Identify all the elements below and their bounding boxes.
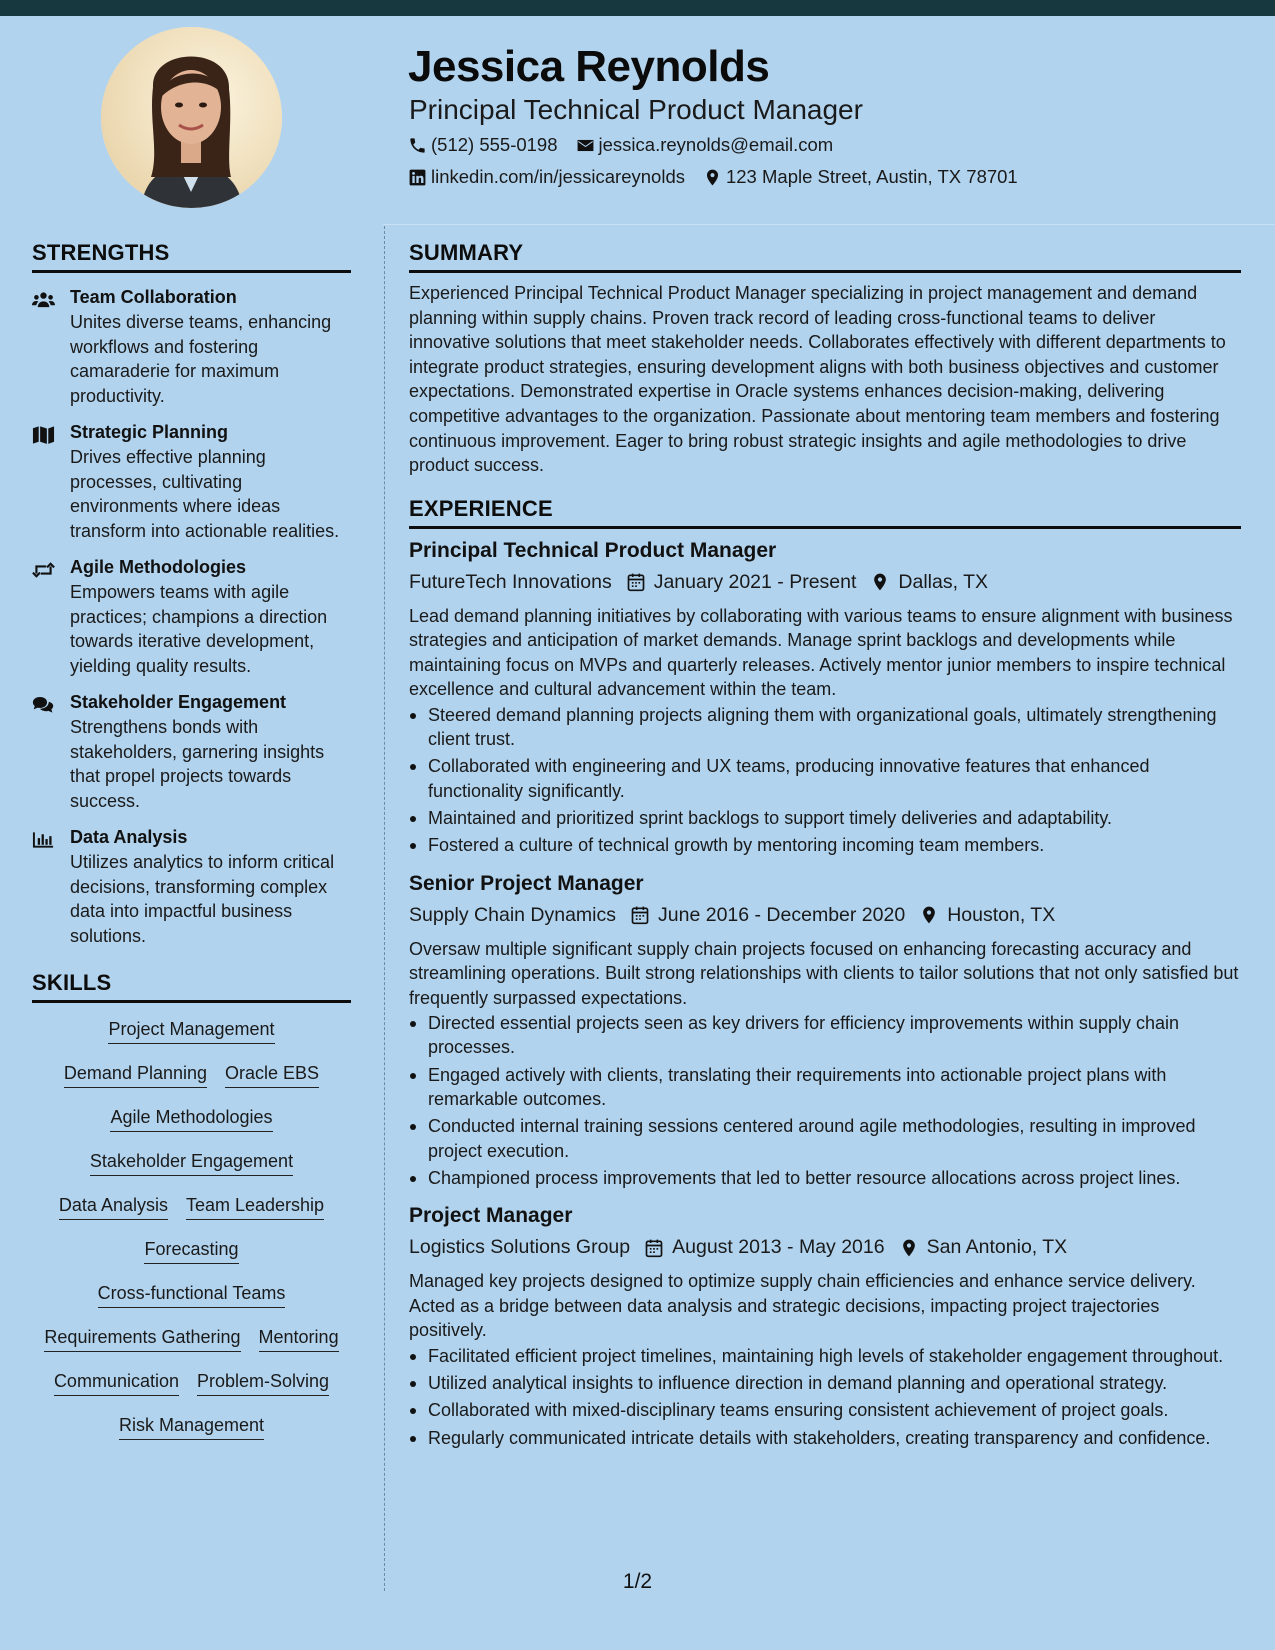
calendar-icon <box>630 905 650 925</box>
header-rule <box>383 224 1275 225</box>
job-bullets <box>409 1344 1241 1450</box>
contact-row-1 <box>408 134 851 156</box>
list-item: Championed process improvements that led to better resource allocations across project lines. <box>409 1166 1241 1190</box>
strength-title: Data Analysis <box>70 827 188 847</box>
strength-desc: Utilizes analytics to inform critical decisions, transforming complex data into impactful business solutions. <box>70 852 335 946</box>
job-entry <box>409 1204 1241 1450</box>
summary-heading: SUMMARY <box>409 240 1241 273</box>
strength-item <box>32 422 351 543</box>
strength-desc: Empowers teams with agile practices; champions a direction towards iterative development, yielding quality results. <box>70 582 328 676</box>
strength-title: Strategic Planning <box>70 422 229 442</box>
skill-tag: Oracle EBS <box>225 1063 319 1088</box>
job-title: Project Manager <box>409 1204 573 1228</box>
skill-tag: Forecasting <box>144 1239 238 1264</box>
skill-tag: Project Management <box>108 1019 274 1044</box>
job-meta <box>409 904 1241 927</box>
skill-tag: Data Analysis <box>59 1195 168 1220</box>
skill-tag: Problem-Solving <box>197 1371 329 1396</box>
map-pin-icon <box>919 905 939 925</box>
job-dates: June 2016 - December 2020 <box>658 903 906 926</box>
job-description: Lead demand planning initiatives by collaborating with various teams to ensure alignment with business strategies and anticipation of market demands. Manage sprint backlogs and developments while maintaining focus on MVPs and quarterly releases. Actively mentor junior members to inspire technical excellence and cultural advancement within the team. <box>409 605 1233 700</box>
right-column <box>409 240 1241 1453</box>
list-item: Steered demand planning projects aligning them with organizational goals, ultimately strengthening client trust. <box>409 703 1241 752</box>
skills-heading: SKILLS <box>32 970 351 1003</box>
comments-icon <box>32 695 55 715</box>
phone-text: (512) 555-0198 <box>431 134 558 155</box>
list-item: Directed essential projects seen as key drivers for efficiency improvements within supply chain processes. <box>409 1011 1241 1060</box>
linkedin-contact[interactable] <box>408 166 685 188</box>
list-item: Conducted internal training sessions centered around agile methodologies, resulting in improved project execution. <box>409 1114 1241 1163</box>
job-bullets <box>409 1011 1241 1190</box>
calendar-icon <box>644 1238 664 1258</box>
phone-contact[interactable] <box>408 134 558 156</box>
strength-item <box>32 287 351 408</box>
list-item: Collaborated with mixed-disciplinary teams ensuring consistent achievement of project goals. <box>409 1398 1241 1422</box>
list-item: Facilitated efficient project timelines, maintaining high levels of stakeholder engagement throughout. <box>409 1344 1241 1368</box>
bar-chart-icon <box>32 830 55 850</box>
job-entry <box>409 539 1241 858</box>
skill-tag: Stakeholder Engagement <box>90 1151 293 1176</box>
list-item: Engaged actively with clients, translating their requirements into actionable project plans with remarkable outcomes. <box>409 1063 1241 1112</box>
top-bar <box>0 0 1275 16</box>
column-divider <box>384 226 385 1591</box>
job-dates: August 2013 - May 2016 <box>672 1236 885 1259</box>
strength-desc: Strengthens bonds with stakeholders, garnering insights that propel projects towards success. <box>70 717 325 811</box>
strengths-heading: STRENGTHS <box>32 240 351 273</box>
list-item: Regularly communicated intricate details with stakeholders, creating transparency and confidence. <box>409 1426 1241 1450</box>
map-pin-icon <box>870 572 890 592</box>
calendar-icon <box>626 572 646 592</box>
company-name: Supply Chain Dynamics <box>409 903 617 926</box>
summary-text: Experienced Principal Technical Product Manager specializing in project management and demand planning within supply chains. Proven track record of leading cross-functional teams to deliver innovative solutions that meet stakeholder needs. Collaborates effectively with different departments to integrate product strategies, ensuring development aligns with both business objectives and customer expectations. Demonstrated expertise in Oracle systems enhances decision-making, delivering competitive advantages to the organization. Passionate about mentoring team members and fostering continuous improvement. Eager to bring robust strategic insights and agile methodologies to drive product success. <box>409 283 1226 476</box>
email-text: jessica.reynolds@email.com <box>598 134 834 155</box>
contact-row-2 <box>408 166 1036 188</box>
skill-tag: Risk Management <box>119 1415 264 1440</box>
job-meta <box>409 1236 1241 1259</box>
list-item: Fostered a culture of technical growth by mentoring incoming team members. <box>409 833 1241 857</box>
skill-tag: Agile Methodologies <box>110 1107 272 1132</box>
address-contact <box>703 166 1018 188</box>
strength-item <box>32 692 351 813</box>
job-location: Houston, TX <box>947 903 1056 926</box>
address-text: 123 Maple Street, Austin, TX 78701 <box>725 166 1018 187</box>
strength-item <box>32 557 351 678</box>
skills-list <box>32 1019 351 1440</box>
map-pin-icon <box>703 168 722 187</box>
phone-icon <box>408 136 427 155</box>
job-title: Principal Technical Product Manager <box>409 538 777 562</box>
experience-heading: EXPERIENCE <box>409 496 1241 529</box>
list-item: Utilized analytical insights to influence direction in demand planning and operational strategy. <box>409 1371 1241 1395</box>
strength-title: Team Collaboration <box>70 287 237 307</box>
strength-title: Stakeholder Engagement <box>70 692 287 712</box>
strength-desc: Unites diverse teams, enhancing workflows and fostering camaraderie for maximum productivity. <box>70 312 332 406</box>
map-icon <box>32 425 55 445</box>
skill-tag: Mentoring <box>259 1327 339 1352</box>
skill-tag: Cross-functional Teams <box>98 1283 286 1308</box>
users-icon <box>32 290 55 310</box>
skill-tag: Team Leadership <box>186 1195 324 1220</box>
company-name: Logistics Solutions Group <box>409 1236 631 1259</box>
candidate-name: Jessica Reynolds <box>408 42 770 91</box>
envelope-icon <box>576 136 595 155</box>
left-column <box>32 240 351 1459</box>
candidate-title: Principal Technical Product Manager <box>409 94 863 125</box>
list-item: Collaborated with engineering and UX teams, producing innovative features that enhanced functionality significantly. <box>409 754 1241 803</box>
job-entry <box>409 872 1241 1191</box>
skill-tag: Demand Planning <box>64 1063 207 1088</box>
company-name: FutureTech Innovations <box>409 570 612 593</box>
strength-title: Agile Methodologies <box>70 557 247 577</box>
job-dates: January 2021 - Present <box>653 570 857 593</box>
email-contact[interactable] <box>576 134 834 156</box>
job-description: Oversaw multiple significant supply chain projects focused on enhancing forecasting accuracy and streamlining operations. Built strong relationships with clients to tailor solutions that not only satisfied but frequently surpassed expectations. <box>409 938 1239 1008</box>
job-location: Dallas, TX <box>898 570 988 593</box>
retweet-icon <box>32 560 55 580</box>
job-location: San Antonio, TX <box>926 1236 1068 1259</box>
job-bullets <box>409 703 1241 858</box>
linkedin-icon <box>408 168 427 187</box>
strength-desc: Drives effective planning processes, cultivating environments where ideas transform into actionable realities. <box>70 447 340 541</box>
page-number: 1/2 <box>622 1570 653 1593</box>
job-description: Managed key projects designed to optimize supply chain efficiencies and enhance service delivery. Acted as a bridge between data analysis and strategic decisions, impacting project trajectories positively. <box>409 1271 1196 1341</box>
skill-tag: Communication <box>54 1371 179 1396</box>
profile-photo <box>101 27 282 208</box>
linkedin-text: linkedin.com/in/jessicareynolds <box>431 166 685 187</box>
job-title: Senior Project Manager <box>409 871 644 895</box>
job-meta <box>409 571 1241 594</box>
strength-item <box>32 827 351 948</box>
map-pin-icon <box>899 1238 919 1258</box>
skill-tag: Requirements Gathering <box>44 1327 240 1352</box>
list-item: Maintained and prioritized sprint backlogs to support timely deliveries and adaptability. <box>409 806 1241 830</box>
